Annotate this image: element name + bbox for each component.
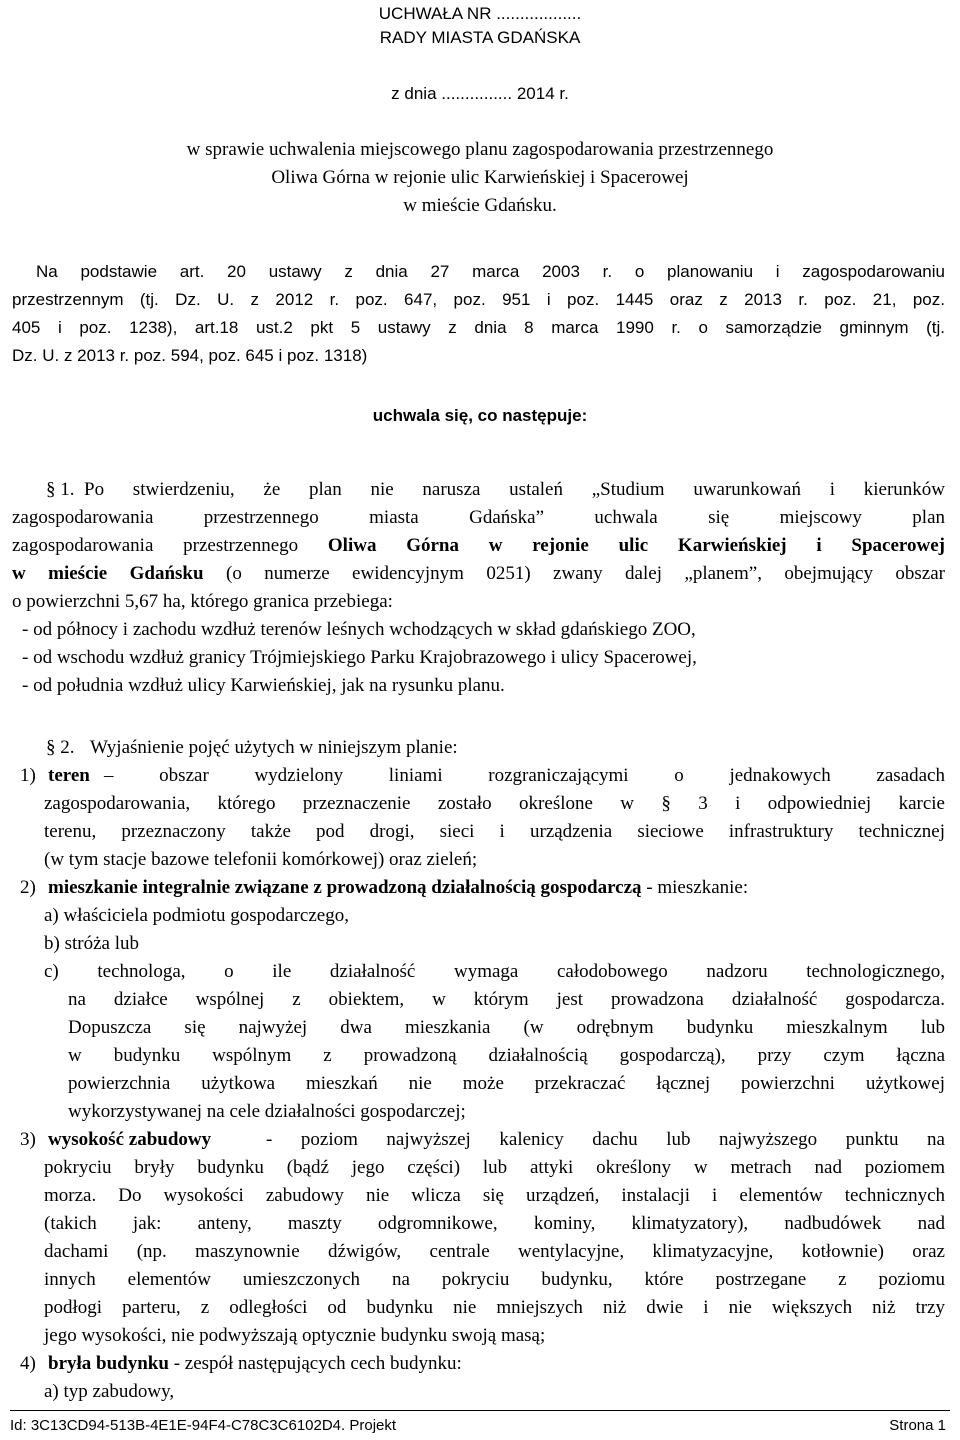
definition-1-term: teren [48, 765, 90, 786]
enacting-clause: uchwala się, co następuje: [372, 406, 588, 425]
definition-1-number: 1) [20, 765, 36, 786]
definition-2-item-c-line-5: powierzchnia użytkowa mieszkań nie może przekraczać łącznej powierzchni użytkowej [68, 1073, 945, 1094]
par2-intro: Wyjaśnienie pojęć użytych w niniejszym planie: [90, 737, 458, 758]
par1-line-4: w mieście Gdańsku (o numerze ewidencyjnym 0251) zwany dalej „planem”, obejmujący obszar [12, 563, 945, 584]
paragraph-1-mark: § 1. [46, 479, 75, 500]
definition-3-line-8: jego wysokości, nie podwyższają optycznie budynku swoją masą; [44, 1325, 546, 1346]
definition-3-line-6: innych elementów umieszczonych na pokryciu budynku, które postrzegane z poziomu [44, 1269, 945, 1290]
definition-2-item-c-line-2: na działce wspólnej z obiektem, w którym jest prowadzona działalność gospodarcza. [68, 989, 945, 1010]
definition-2-item-c-line-6: wykorzystywanej na cele działalności gospodarczej; [68, 1101, 466, 1122]
definition-1-line-4: (w tym stacje bazowe telefonii komórkowej) oraz zieleń; [44, 849, 478, 870]
footer-divider [10, 1410, 950, 1411]
footer-document-id: Id: 3C13CD94-513B-4E1E-94F4-C78C3C6102D4. Projekt [10, 1417, 397, 1434]
definition-3-line-4: (takich jak: anteny, maszty odgromnikowe, kominy, klimatyzatory), nadbudówek nad [44, 1213, 945, 1234]
par1-line-5: o powierzchni 5,67 ha, którego granica przebiega: [12, 591, 393, 612]
definition-2-item-c-line-1: c) technologa, o ile działalność wymaga całodobowego nadzoru technologicznego, [44, 961, 945, 982]
definition-3-line-1: - poziom najwyższej kalenicy dachu lub najwyższego punktu na [266, 1129, 945, 1150]
subject-line-1: w sprawie uchwalenia miejscowego planu zagospodarowania przestrzennego [186, 139, 774, 160]
definition-4-line: bryła budynku - zespół następujących cech budynku: [48, 1353, 462, 1374]
par1-line-3: zagospodarowania przestrzennego Oliwa Górna w rejonie ulic Karwieńskiej i Spacerowej [12, 535, 945, 556]
subject-line-3: w mieście Gdańsku. [403, 195, 557, 216]
resolution-date: z dnia ............... 2014 r. [391, 84, 569, 103]
preamble-line-4: Dz. U. z 2013 r. poz. 594, poz. 645 i poz. 1318) [12, 346, 368, 365]
definition-4-number: 4) [20, 1353, 36, 1374]
par1-line-2: zagospodarowania przestrzennego miasta Gdańska” uchwala się miejscowy plan [12, 507, 945, 528]
boundary-north-west: - od północy i zachodu wzdłuż terenów leśnych wchodzących w skład gdańskiego ZOO, [22, 619, 696, 640]
boundary-east: - od wschodu wzdłuż granicy Trójmiejskiego Parku Krajobrazowego i ulicy Spacerowej, [22, 647, 697, 668]
definition-1-line-3: terenu, przeznaczony także pod drogi, sieci i urządzenia sieciowe infrastruktury technicznej [44, 821, 945, 842]
preamble-line-1: Na podstawie art. 20 ustawy z dnia 27 marca 2003 r. o planowaniu i zagospodarowaniu [36, 262, 945, 281]
definition-3-number: 3) [20, 1129, 36, 1150]
definition-3-line-5: dachami (np. maszynownie dźwigów, centrale wentylacyjne, klimatyzacyjne, kotłownie) oraz [44, 1241, 945, 1262]
definition-1-line-1: – obszar wydzielony liniami rozgraniczającymi o jednakowych zasadach [104, 765, 945, 786]
definition-2-item-a: a) właściciela podmiotu gospodarczego, [44, 905, 349, 926]
definition-3-line-3: morza. Do wysokości zabudowy nie wlicza się urządzeń, instalacji i elementów technicznych [44, 1185, 945, 1206]
definition-2-item-b: b) stróża lub [44, 933, 139, 954]
definition-2-number: 2) [20, 877, 36, 898]
paragraph-2-mark: § 2. [46, 737, 75, 758]
boundary-south: - od południa wzdłuż ulicy Karwieńskiej, jak na rysunku planu. [22, 675, 505, 696]
par1-line-1: Po stwierdzeniu, że plan nie narusza ustaleń „Studium uwarunkowań i kierunków [84, 479, 945, 500]
footer-page-number: Strona 1 [889, 1417, 946, 1434]
definition-4-item-a: a) typ zabudowy, [44, 1381, 175, 1402]
definition-2-line: mieszkanie integralnie związane z prowadzoną działalnością gospodarczą - mieszkanie: [48, 877, 749, 898]
definition-3-line-7: podłogi parteru, z odległości od budynku nie mniejszych niż dwie i nie większych niż trzy [44, 1297, 945, 1318]
definition-3-term: wysokość zabudowy [48, 1129, 212, 1150]
definition-1-line-2: zagospodarowania, którego przeznaczenie zostało określone w § 3 i odpowiedniej karcie [44, 793, 945, 814]
preamble-line-3: 405 i poz. 1238), art.18 ust.2 pkt 5 ustawy z dnia 8 marca 1990 r. o samorządzie gminnym (tj. [12, 318, 945, 337]
council-name: RADY MIASTA GDAŃSKA [379, 28, 581, 47]
subject-line-2: Oliwa Górna w rejonie ulic Karwieńskiej i Spacerowej [271, 167, 689, 188]
definition-2-item-c-line-4: w budynku wspólnym z prowadzoną działalnością gospodarczą), przy czym łączna [68, 1045, 945, 1066]
resolution-title: UCHWAŁA NR .................. [378, 4, 582, 23]
preamble-line-2: przestrzennym (tj. Dz. U. z 2012 r. poz. 647, poz. 951 i poz. 1445 oraz z 2013 r. poz. 21, poz. [12, 290, 945, 309]
definition-2-item-c-line-3: Dopuszcza się najwyżej dwa mieszkania (w odrębnym budynku mieszkalnym lub [68, 1017, 945, 1038]
definition-3-line-2: pokryciu bryły budynku (bądź jego części) lub attyki określony w metrach nad poziomem [44, 1157, 945, 1178]
